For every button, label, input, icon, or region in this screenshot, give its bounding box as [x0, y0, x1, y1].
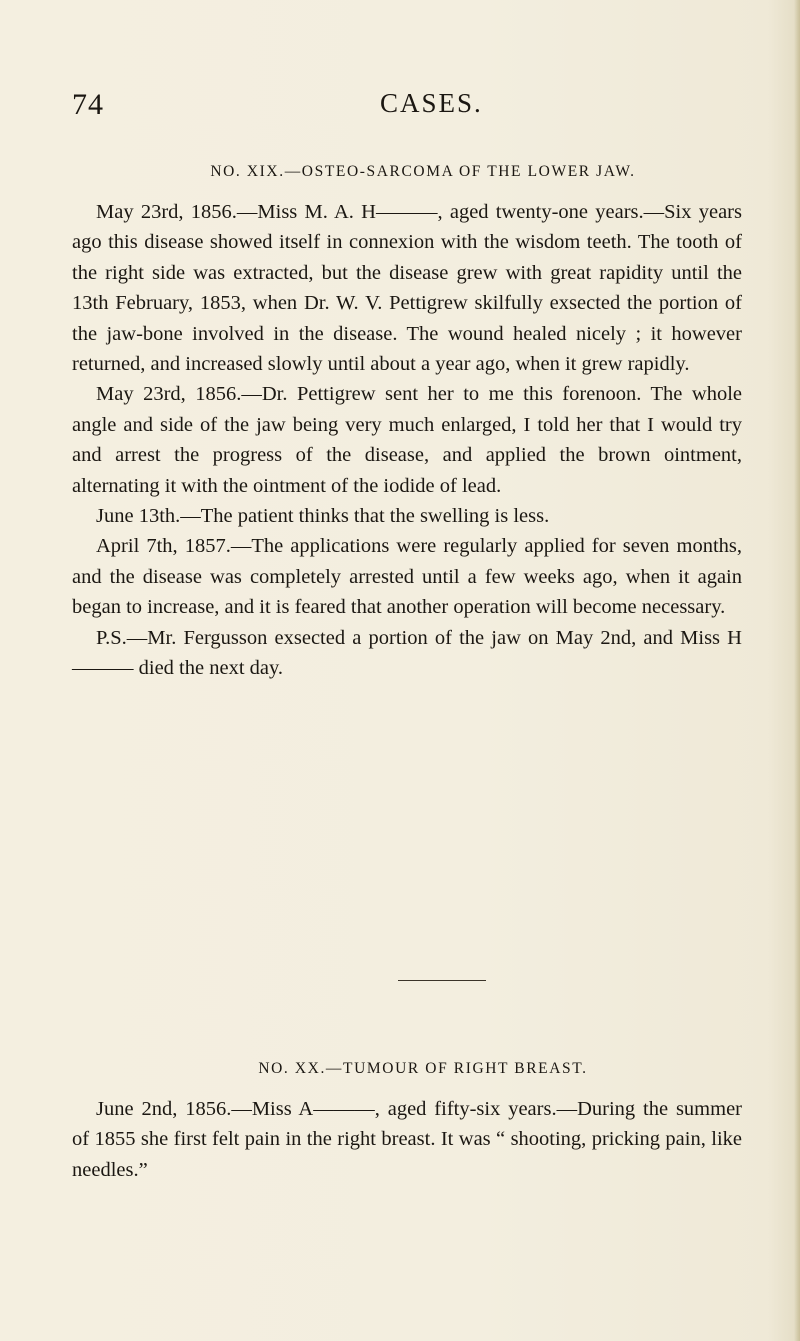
case-xx-paragraph: June 2nd, 1856.—Miss A———, aged fifty-six years.—During the summer of 1855 she first felt pain in the right breast. It was “ shooting, pricking pain, like needles.” — [72, 1098, 742, 1181]
case-xix-paragraph: April 7th, 1857.—The applications were regularly applied for seven months, and the disease was completely arrested until a few weeks ago, when it again began to increase, and it is feared that another operation will become necessary. — [72, 535, 742, 619]
running-head — [0, 88, 800, 124]
section-divider — [398, 980, 486, 981]
page-edge-shadow — [794, 0, 800, 1341]
case-xix-paragraph: May 23rd, 1856.—Miss M. A. H———, aged twenty-one years.—Six years ago this disease showed itself in connexion with the wisdom teeth. The tooth of the right side was extracted, but the disease grew with great rapidity until the 13th February, 1853, when Dr. W. V. Pettigrew skilfully exsected the portion of the jaw-bone involved in the disease. The wound healed nicely ; it however returned, and increased slowly until about a year ago, when it grew rapidly. — [72, 201, 742, 376]
page-number: 74 — [72, 88, 104, 121]
case-xix-heading: NO. XIX.—OSTEO-SARCOMA OF THE LOWER JAW. — [210, 163, 636, 180]
running-title: CASES. — [380, 88, 483, 118]
case-xix-body — [72, 197, 742, 684]
case-xix-paragraph: May 23rd, 1856.—Dr. Pettigrew sent her to me this forenoon. The whole angle and side of the jaw being very much enlarged, I told her that I would try and arrest the progress of the disease, and applied the brown ointment, alternating it with the ointment of the iodide of lead. — [72, 383, 742, 497]
case-xx-body — [72, 1094, 742, 1185]
case-xx-heading: NO. XX.—TUMOUR OF RIGHT BREAST. — [258, 1060, 588, 1077]
case-xix-paragraph: June 13th.—The patient thinks that the swelling is less. — [96, 505, 550, 528]
case-xix-paragraph: P.S.—Mr. Fergusson exsected a portion of the jaw on May 2nd, and Miss H——— died the next day. — [72, 626, 742, 680]
